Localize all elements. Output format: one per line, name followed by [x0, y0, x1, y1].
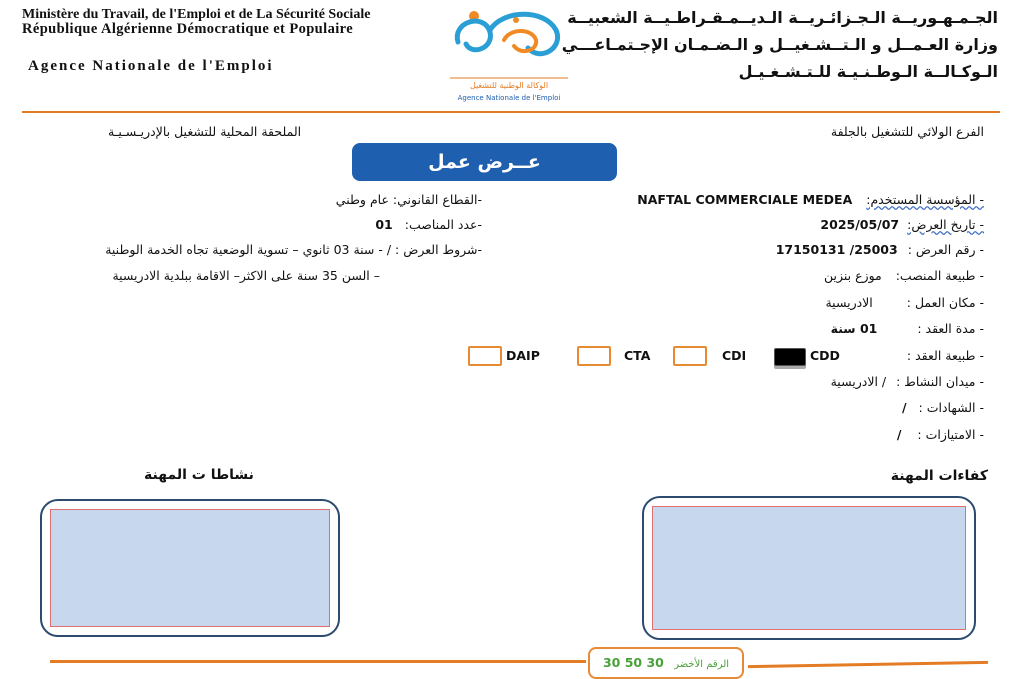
contract-daip-checkbox[interactable] [468, 346, 502, 366]
field-employer-value: NAFTAL COMMERCIALE MEDEA [637, 192, 853, 207]
field-activity-value: / الادريسية [830, 374, 887, 389]
field-conditions-2: – السن 35 سنة على الاكثر– الاقامة ببلدية الادريسية [112, 268, 380, 283]
contract-cta-checkbox[interactable] [577, 346, 611, 366]
republic-fr: République Algérienne Démocratique et Populaire [22, 21, 354, 37]
green-number-label: الرقم الأخضر [674, 659, 730, 670]
field-date [820, 217, 984, 232]
contract-cdi-checkbox[interactable] [673, 346, 707, 366]
field-employer [637, 192, 984, 207]
header-divider [22, 111, 1000, 113]
anem-logo-icon [444, 0, 574, 106]
page-title: عــرض عمل [352, 143, 617, 181]
field-diplomas [902, 400, 984, 415]
field-sector: -القطاع القانوني: عام وطني [335, 192, 482, 207]
footer-line-left [50, 660, 586, 663]
contract-cdi-label: CDI [722, 348, 747, 363]
field-positions-label: -عدد المناصب: [404, 217, 482, 232]
field-employer-label: - المؤسسة المستخدم: [866, 192, 984, 207]
ministry-fr: Ministère du Travail, de l'Emploi et de La Sécurité Sociale [22, 7, 371, 22]
republic-ar: الجـمـهـوريــة الـجـزائـريــة الـديــمـقـراطـيــة الشعبيــة [567, 8, 998, 27]
field-contract-type-label: - طبيعة العقد : [906, 348, 984, 363]
field-date-value: 2025/05/07 [820, 217, 900, 232]
logo-ar-text: الوكالة الوطنية للتشغيل [469, 81, 549, 90]
contract-cdd-checkbox[interactable] [774, 348, 806, 366]
green-number-value: 30 50 30 [602, 655, 664, 670]
ministry-ar: وزارة العـمــل و الـتــشـغيــل و الـضـمـان الإجـتمـاعـــي [561, 35, 998, 54]
field-diplomas-label: - الشهادات : [918, 400, 984, 415]
field-workplace-value: الادريسية [825, 295, 873, 310]
field-offer-number [776, 242, 984, 257]
anem-logo [444, 0, 574, 106]
section-skills-title: كفاءات المهنة [890, 468, 988, 484]
field-position-value: موزع بنزين [823, 268, 882, 283]
activities-content-area [50, 509, 330, 627]
field-position-label: - طبيعة المنصب: [895, 268, 984, 283]
branch-right: الفرع الولائي للتشغيل بالجلفة [830, 124, 984, 139]
skills-content-area [652, 506, 966, 630]
footer-line-right [748, 661, 988, 668]
field-positions [375, 217, 482, 232]
field-contract-type [907, 348, 984, 363]
contract-cdd-label: CDD [810, 348, 840, 363]
activities-panel [40, 499, 340, 637]
contract-daip-label: DAIP [506, 348, 540, 363]
header-fr [22, 8, 370, 36]
field-benefits-value: / [896, 427, 902, 442]
field-benefits [897, 427, 984, 442]
field-workplace-label: - مكان العمل : [906, 295, 984, 310]
green-number-box [588, 647, 744, 679]
logo-fr-text: Agence Nationale de l'Emploi [457, 94, 561, 102]
field-workplace [825, 295, 984, 310]
section-activities-title: نشاطا ت المهنة [144, 467, 254, 483]
agency-fr: Agence Nationale de l'Emploi [28, 58, 274, 74]
field-offer-number-value: 25003/ 17150131 [775, 242, 898, 257]
field-duration-label: - مدة العقد : [917, 321, 984, 336]
field-duration-value: 01 سنة [830, 321, 878, 336]
agency-ar: الـوكـالــة الـوطـنـيـة للـتـشـغـيـل [738, 62, 998, 81]
field-conditions-1: -شروط العرض : / - سنة 03 ثانوي – تسوية الوضعية تجاه الخدمة الوطنية [105, 242, 482, 257]
field-activity [831, 374, 984, 389]
field-date-label: - تاريخ العرض: [907, 217, 984, 232]
skills-panel [642, 496, 976, 640]
field-positions-value: 01 [375, 217, 393, 232]
field-duration [831, 321, 984, 336]
field-offer-number-label: - رقم العرض : [907, 242, 984, 257]
contract-cta-label: CTA [624, 348, 651, 363]
field-activity-label: - ميدان النشاط : [896, 374, 984, 389]
header-ar [562, 4, 998, 85]
field-position [824, 268, 984, 283]
field-benefits-label: - الامتيازات : [917, 427, 984, 442]
branch-left: الملحقة المحلية للتشغيل بالإدريـسـيـة [108, 124, 302, 139]
field-diplomas-value: / [901, 400, 907, 415]
